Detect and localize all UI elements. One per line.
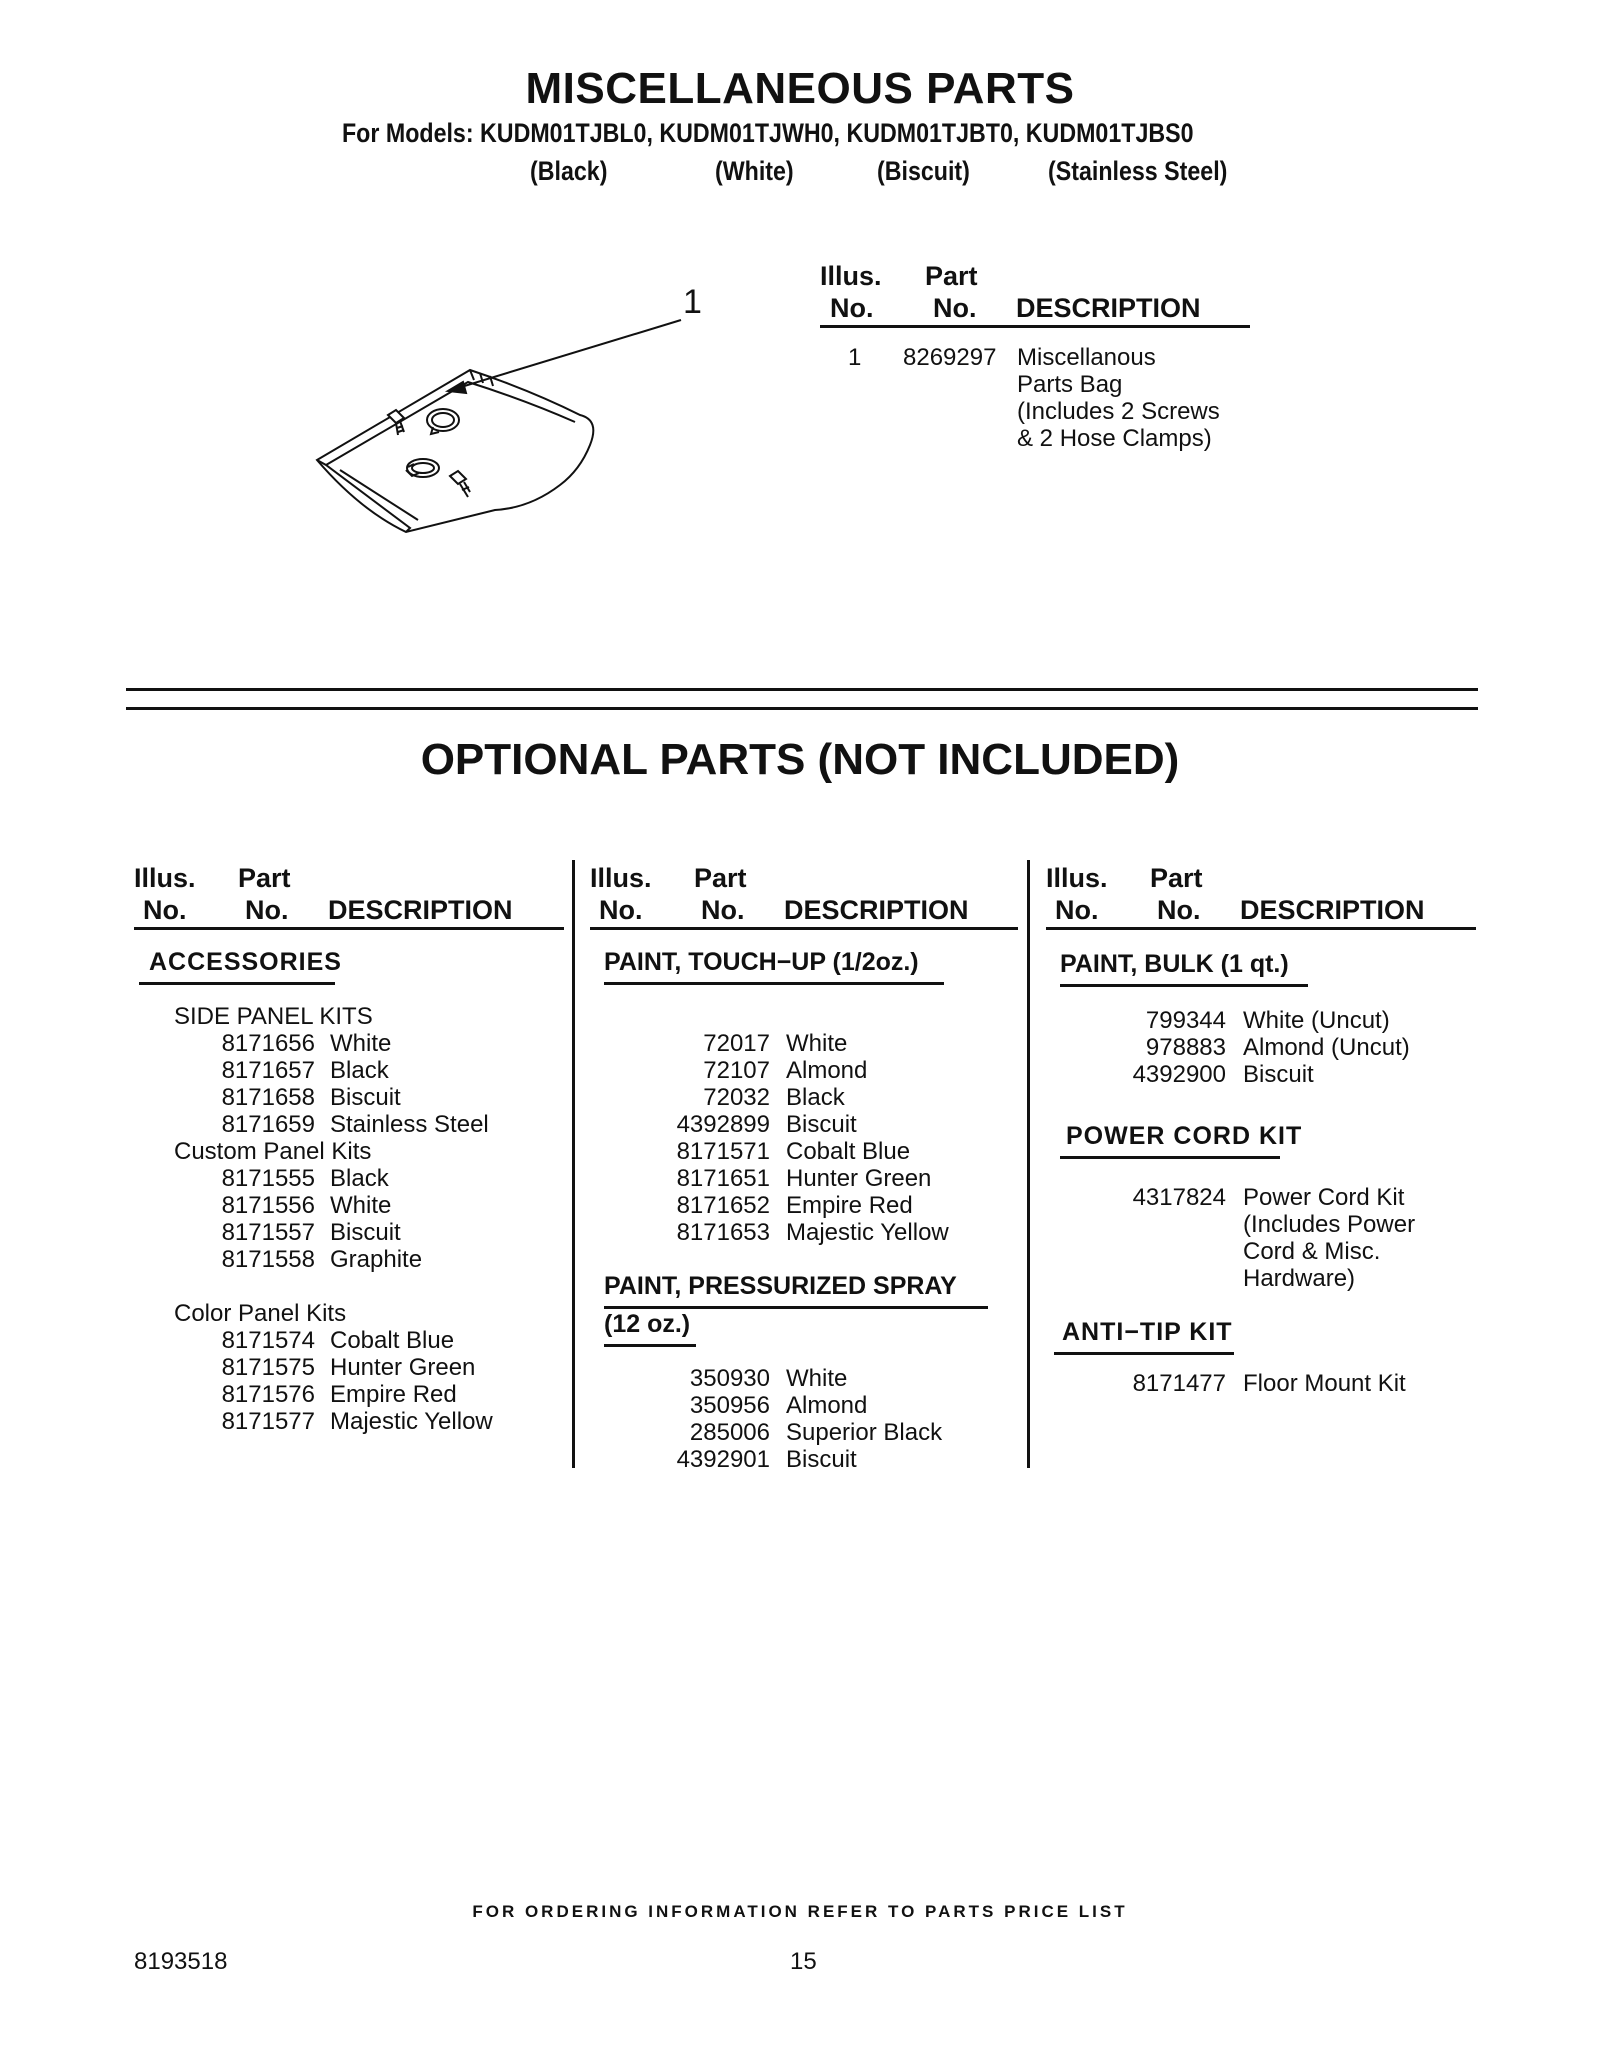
section-heading-bulk: PAINT, BULK (1 qt.) xyxy=(1060,950,1289,978)
part-description: Cobalt Blue xyxy=(330,1327,455,1354)
part-description: Graphite xyxy=(330,1246,423,1273)
part-number: 8171653 xyxy=(676,1219,770,1246)
part-description: Almond (Uncut) xyxy=(1243,1034,1410,1061)
page-number: 15 xyxy=(790,1948,817,1975)
part-description: Power Cord Kit xyxy=(1243,1184,1405,1211)
misc-item-illus: 1 xyxy=(848,344,862,371)
misc-header-rule xyxy=(820,325,1250,328)
part-number: 8171556 xyxy=(221,1192,315,1219)
part-description: Black xyxy=(786,1084,845,1111)
part-number: 8171557 xyxy=(221,1219,315,1246)
part-description: Hardware) xyxy=(1243,1265,1356,1292)
part-description: Biscuit xyxy=(330,1084,401,1111)
part-description: Biscuit xyxy=(330,1219,401,1246)
part-number: 8171575 xyxy=(221,1354,315,1381)
part-description: Almond xyxy=(786,1392,868,1419)
section-heading-spray-size: (12 oz.) xyxy=(604,1310,691,1338)
part-description: Majestic Yellow xyxy=(330,1408,493,1435)
misc-item-desc-line: Miscellanous xyxy=(1017,344,1156,371)
opt-col2-header-rule xyxy=(590,927,1018,930)
part-number: 799344 xyxy=(1145,1007,1226,1034)
part-description: Biscuit xyxy=(1243,1061,1314,1088)
document-number: 8193518 xyxy=(134,1948,228,1975)
color-label-white: (White) xyxy=(715,156,794,186)
part-description: Superior Black xyxy=(786,1419,943,1446)
section-heading-rule xyxy=(604,1306,988,1309)
models-line: For Models: KUDM01TJBL0, KUDM01TJWH0, KUDM01TJBT0, KUDM01TJBS0 xyxy=(342,118,1194,148)
misc-item-desc-line: Parts Bag xyxy=(1017,371,1123,398)
part-number: 8171577 xyxy=(221,1408,315,1435)
part-description: Almond xyxy=(786,1057,868,1084)
part-description: Majestic Yellow xyxy=(786,1219,949,1246)
color-label-stainless: (Stainless Steel) xyxy=(1048,156,1228,186)
section-heading-touchup: PAINT, TOUCH−UP (1/2oz.) xyxy=(604,948,919,976)
opt-col1-part-2: No. xyxy=(245,895,289,925)
section-heading-rule xyxy=(604,1344,696,1347)
part-number: 8171555 xyxy=(221,1165,315,1192)
part-description: White xyxy=(786,1030,848,1057)
part-number: 8171574 xyxy=(221,1327,315,1354)
part-number: 8171651 xyxy=(676,1165,770,1192)
part-description: Floor Mount Kit xyxy=(1243,1370,1406,1397)
part-number: 285006 xyxy=(689,1419,770,1446)
section-divider-bottom xyxy=(126,707,1478,710)
part-number: 350930 xyxy=(689,1365,770,1392)
opt-col3-illus-1: Illus. xyxy=(1046,863,1108,893)
part-number: 350956 xyxy=(689,1392,770,1419)
opt-col2-part-2: No. xyxy=(701,895,745,925)
part-number: 4317824 xyxy=(1132,1184,1226,1211)
part-description: Biscuit xyxy=(786,1111,857,1138)
opt-col3-description: DESCRIPTION xyxy=(1240,895,1425,925)
part-description: Black xyxy=(330,1165,389,1192)
section-heading-rule xyxy=(139,982,335,985)
opt-col3-part-2: No. xyxy=(1157,895,1201,925)
misc-col-description: DESCRIPTION xyxy=(1016,293,1201,323)
opt-col2-part-1: Part xyxy=(694,863,747,893)
opt-col2-illus-2: No. xyxy=(599,895,643,925)
section-heading-rule xyxy=(1060,1156,1280,1159)
misc-col-part-2: No. xyxy=(933,293,977,323)
part-description: (Includes Power xyxy=(1243,1211,1416,1238)
section-heading-rule xyxy=(604,982,944,985)
optional-parts-title: OPTIONAL PARTS (NOT INCLUDED) xyxy=(420,735,1180,784)
part-number: 8171656 xyxy=(221,1030,315,1057)
part-number: 4392900 xyxy=(1132,1061,1226,1088)
misc-col-illus-2: No. xyxy=(830,293,874,323)
part-description: Black xyxy=(330,1057,389,1084)
color-label-black: (Black) xyxy=(530,156,608,186)
part-number: 8171558 xyxy=(221,1246,315,1273)
group-label: SIDE PANEL KITS xyxy=(174,1003,373,1030)
part-number: 4392901 xyxy=(676,1446,770,1473)
color-label-biscuit: (Biscuit) xyxy=(877,156,970,186)
part-description: White xyxy=(330,1192,392,1219)
misc-col-illus-1: Illus. xyxy=(820,261,882,291)
part-description: Hunter Green xyxy=(786,1165,932,1192)
column-divider xyxy=(572,860,575,1468)
section-heading-power-cord: POWER CORD KIT xyxy=(1066,1122,1303,1150)
part-description: Empire Red xyxy=(330,1381,457,1408)
part-number: 8171477 xyxy=(1132,1370,1226,1397)
opt-col3-illus-2: No. xyxy=(1055,895,1099,925)
opt-col1-illus-2: No. xyxy=(143,895,187,925)
page-title: MISCELLANEOUS PARTS xyxy=(525,64,1075,113)
part-number: 72017 xyxy=(703,1030,770,1057)
part-description: Empire Red xyxy=(786,1192,913,1219)
part-description: Biscuit xyxy=(786,1446,857,1473)
part-number: 8171658 xyxy=(221,1084,315,1111)
opt-col3-header-rule xyxy=(1046,927,1476,930)
section-heading-accessories: ACCESSORIES xyxy=(149,948,342,976)
group-label: Color Panel Kits xyxy=(174,1300,347,1327)
section-heading-anti-tip: ANTI−TIP KIT xyxy=(1062,1318,1233,1346)
group-label: Custom Panel Kits xyxy=(174,1138,372,1165)
misc-item-desc-line: & 2 Hose Clamps) xyxy=(1017,425,1212,452)
misc-col-part-1: Part xyxy=(925,261,978,291)
parts-bag-illustration xyxy=(300,270,740,550)
part-number: 72032 xyxy=(703,1084,770,1111)
part-number: 978883 xyxy=(1145,1034,1226,1061)
opt-col1-header-rule xyxy=(134,927,564,930)
misc-item-desc-line: (Includes 2 Screws xyxy=(1017,398,1220,425)
ordering-info-note: FOR ORDERING INFORMATION REFER TO PARTS PRICE LIST xyxy=(472,1902,1128,1921)
callout-number: 1 xyxy=(683,283,702,321)
part-number: 8171657 xyxy=(221,1057,315,1084)
opt-col1-description: DESCRIPTION xyxy=(328,895,513,925)
opt-col1-part-1: Part xyxy=(238,863,291,893)
part-number: 4392899 xyxy=(676,1111,770,1138)
section-heading-rule xyxy=(1060,984,1308,987)
section-heading-rule xyxy=(1054,1352,1234,1355)
part-number: 8171659 xyxy=(221,1111,315,1138)
part-number: 8171576 xyxy=(221,1381,315,1408)
misc-item-part: 8269297 xyxy=(903,344,997,371)
part-description: Cobalt Blue xyxy=(786,1138,911,1165)
opt-col2-description: DESCRIPTION xyxy=(784,895,969,925)
part-description: White (Uncut) xyxy=(1243,1007,1390,1034)
part-description: Hunter Green xyxy=(330,1354,476,1381)
column-divider xyxy=(1027,860,1030,1468)
section-divider-top xyxy=(126,688,1478,691)
opt-col1-illus-1: Illus. xyxy=(134,863,196,893)
part-number: 72107 xyxy=(703,1057,770,1084)
part-number: 8171571 xyxy=(676,1138,770,1165)
part-description: White xyxy=(786,1365,848,1392)
part-description: Cord & Misc. xyxy=(1243,1238,1381,1265)
opt-col2-illus-1: Illus. xyxy=(590,863,652,893)
section-heading-spray: PAINT, PRESSURIZED SPRAY xyxy=(604,1272,957,1300)
part-description: White xyxy=(330,1030,392,1057)
opt-col3-part-1: Part xyxy=(1150,863,1203,893)
part-description: Stainless Steel xyxy=(330,1111,489,1138)
part-number: 8171652 xyxy=(676,1192,770,1219)
